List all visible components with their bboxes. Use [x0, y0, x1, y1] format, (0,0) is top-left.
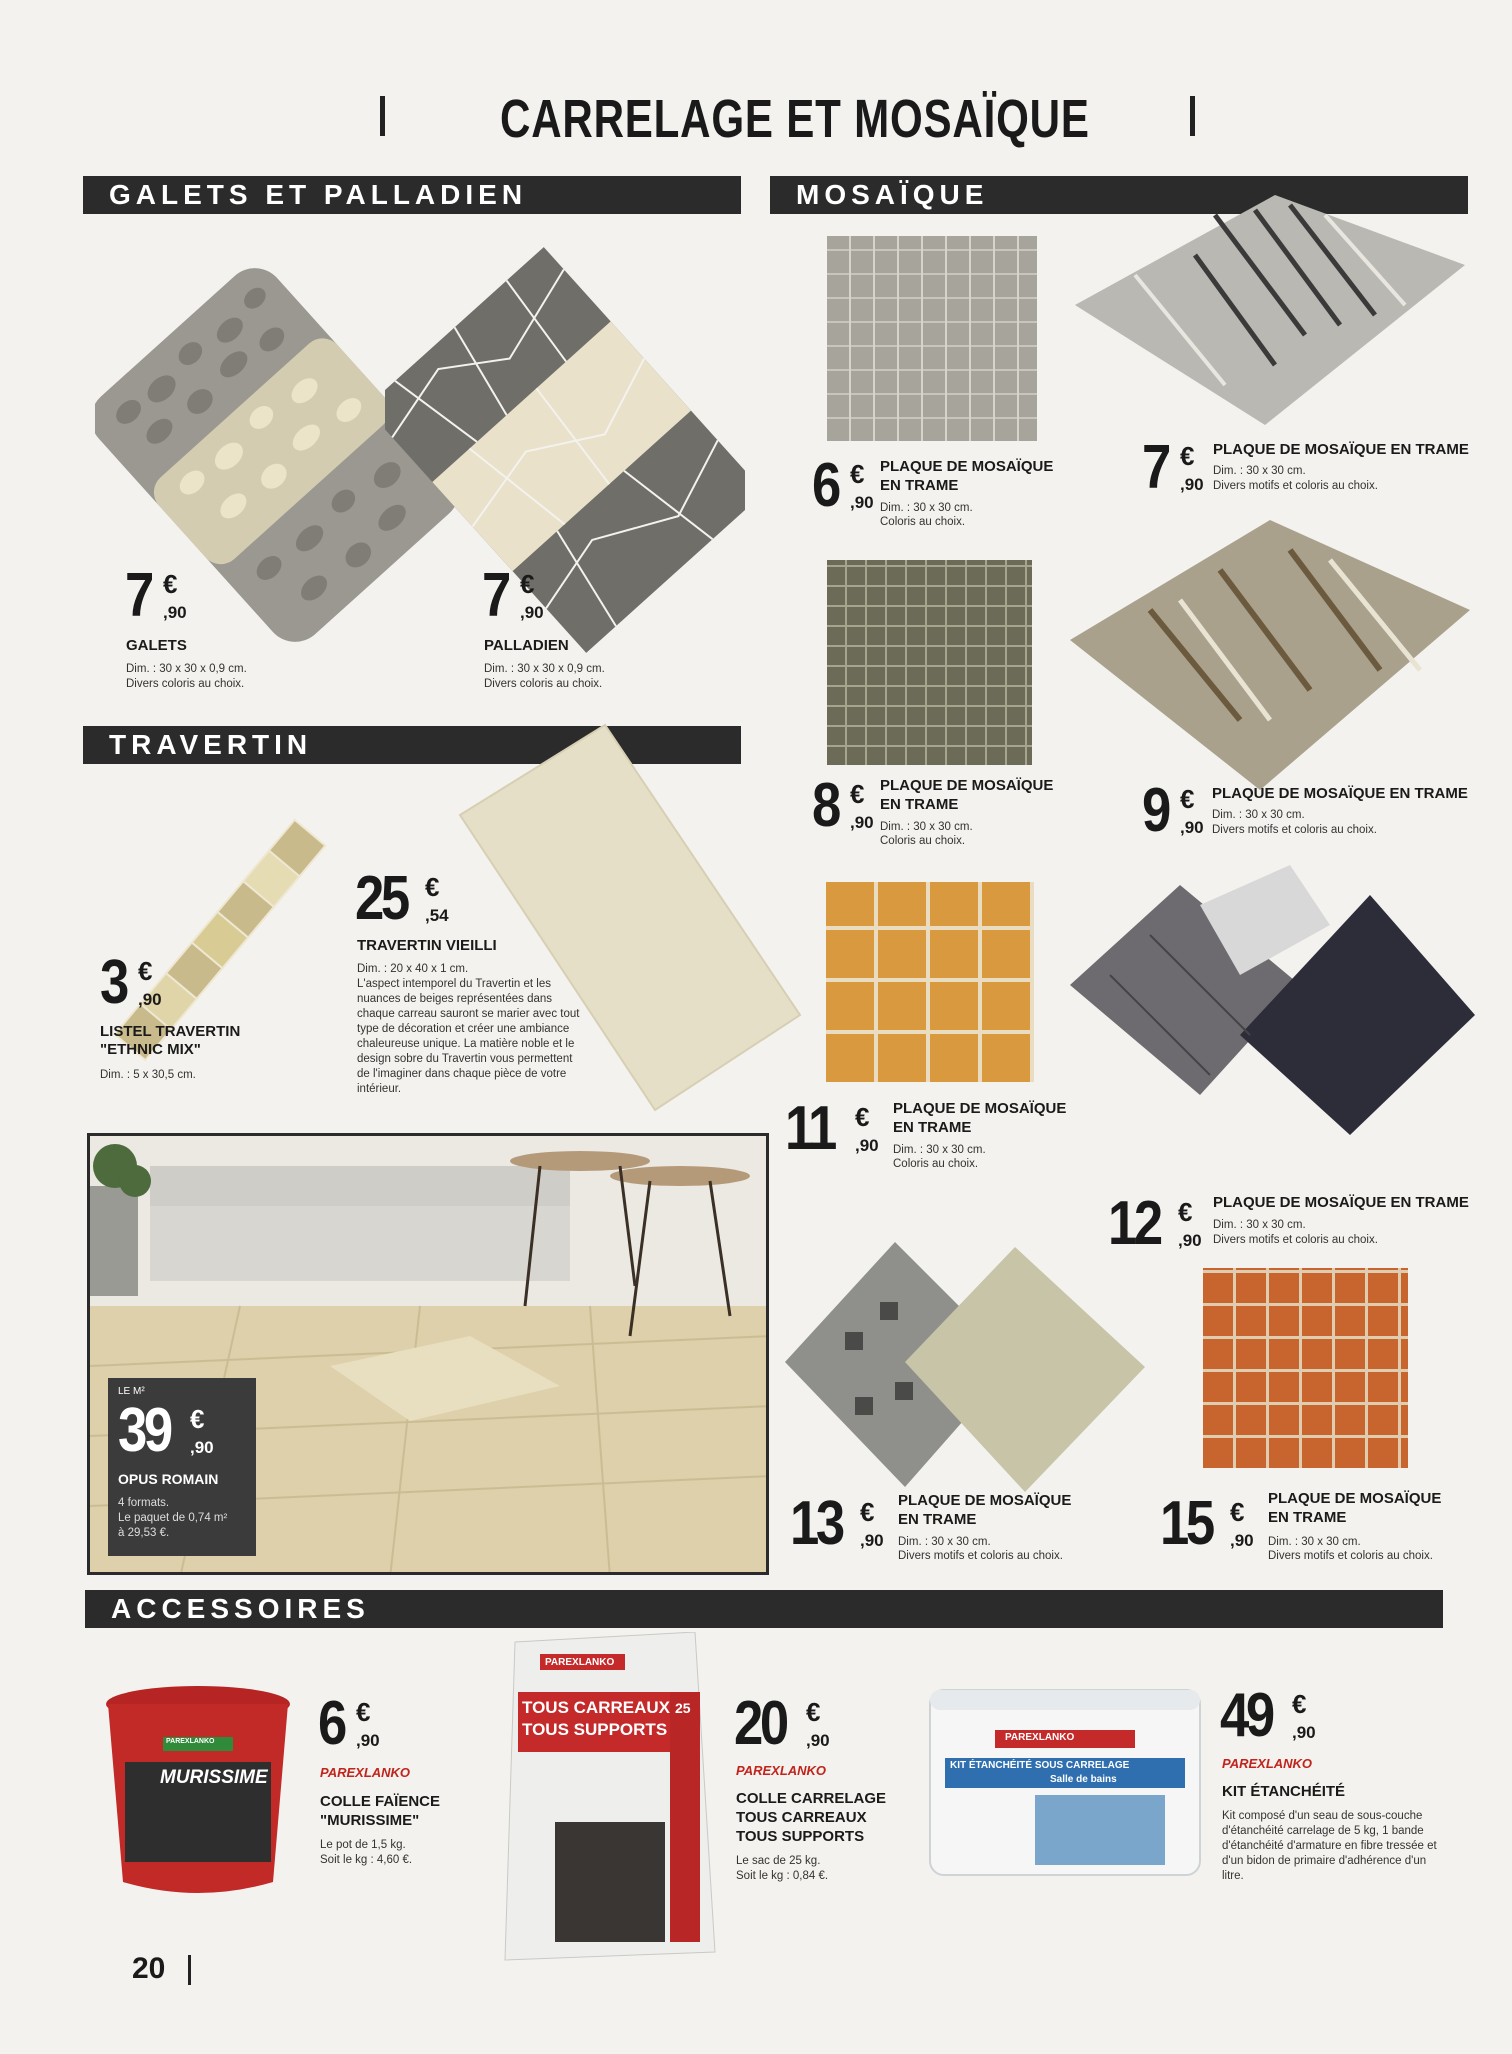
name-m15-2: EN TRAME — [1268, 1509, 1347, 1526]
desc-m8-2: Coloris au choix. — [880, 835, 966, 847]
name-listel-2: "ETHNIC MIX" — [100, 1041, 201, 1058]
name-m13-1: PLAQUE DE MOSAÏQUE — [898, 1492, 1072, 1509]
desc-m6-2: Coloris au choix. — [880, 516, 966, 528]
murissime-bucket-image — [103, 1682, 293, 1902]
brand-murissime: PAREXLANKO — [320, 1765, 411, 1780]
page-title: CARRELAGE ET MOSAÏQUE — [500, 89, 1090, 149]
brand-kit: PAREXLANKO — [1222, 1756, 1313, 1771]
name-m13-2: EN TRAME — [898, 1511, 977, 1528]
name-m11-2: EN TRAME — [893, 1119, 972, 1136]
desc-m13-1: Dim. : 30 x 30 cm. — [898, 1536, 991, 1548]
palladien-image — [385, 215, 745, 685]
desc-galets-1: Dim. : 30 x 30 x 0,9 cm. — [126, 663, 247, 675]
bag-weight: 25 — [675, 1700, 691, 1716]
desc-listel: Dim. : 5 x 30,5 cm. — [100, 1069, 196, 1081]
name-murissime-2: "MURISSIME" — [320, 1812, 420, 1829]
section-travertin: TRAVERTIN — [83, 726, 741, 764]
price-palladien: 7 € ,90 — [482, 561, 544, 630]
desc-m9-2: Divers motifs et coloris au choix. — [1212, 824, 1377, 836]
mosaic-12-image — [1070, 865, 1475, 1170]
desc-galets-2: Divers coloris au choix. — [126, 678, 245, 690]
name-m8-2: EN TRAME — [880, 796, 959, 813]
price-m6: 6 € ,90 — [812, 451, 874, 520]
name-murissime-1: COLLE FAÏENCE — [320, 1793, 441, 1810]
kit-sub: Salle de bains — [1050, 1774, 1117, 1785]
price-m12: 12 € ,90 — [1108, 1189, 1202, 1258]
name-m15-1: PLAQUE DE MOSAÏQUE — [1268, 1490, 1442, 1507]
section-accessoires: ACCESSOIRES — [85, 1590, 1443, 1628]
desc-colle-1: Le sac de 25 kg. — [736, 1855, 821, 1867]
kit-brand: PAREXLANKO — [1005, 1732, 1075, 1743]
mosaic-8-image — [827, 560, 1032, 765]
price-galets: 7 € ,90 — [125, 561, 187, 630]
desc-travertin-1: Dim. : 20 x 40 x 1 cm. — [357, 963, 469, 975]
price-m8: 8 € ,90 — [812, 771, 874, 840]
desc-murissime-2: Soit le kg : 4,60 €. — [320, 1854, 413, 1866]
desc-m15-2: Divers motifs et coloris au choix. — [1268, 1550, 1433, 1562]
desc-murissime-1: Le pot de 1,5 kg. — [320, 1839, 406, 1851]
desc-palladien-2: Divers coloris au choix. — [484, 678, 603, 690]
name-colle-1: COLLE CARRELAGE — [736, 1790, 886, 1807]
desc-opus-3: à 29,53 €. — [118, 1527, 170, 1539]
bag-line-2: TOUS SUPPORTS — [522, 1720, 668, 1739]
desc-kit: Kit composé d'un seau de sous-couche d'étanchéité carrelage de 5 kg, 1 bande d'étanchéité d'armature en fibre tressée et d'un bidon de primaire d'adhérence d'un litre. — [1222, 1810, 1437, 1882]
price-m11: 11 € ,90 — [785, 1094, 879, 1163]
section-mosaique: MOSAÏQUE — [770, 176, 1468, 214]
section-galets: GALETS ET PALLADIEN — [83, 176, 741, 214]
desc-m13-2: Divers motifs et coloris au choix. — [898, 1550, 1063, 1562]
price-kit: 49 € ,90 — [1220, 1681, 1316, 1750]
price-travertin: 25 € ,54 — [355, 864, 449, 933]
desc-m12-2: Divers motifs et coloris au choix. — [1213, 1234, 1378, 1246]
name-m9: PLAQUE DE MOSAÏQUE EN TRAME — [1212, 785, 1468, 802]
price-m9: 9 € ,90 — [1142, 776, 1204, 845]
mosaic-9-image — [1070, 520, 1470, 790]
page-number: 20 — [132, 1952, 166, 1985]
kit-title: KIT ÉTANCHÉITÉ SOUS CARRELAGE — [950, 1760, 1130, 1771]
bag-line-1: TOUS CARREAUX — [522, 1698, 670, 1717]
mosaic-6-image — [827, 236, 1037, 441]
title-bar-right — [1190, 96, 1195, 136]
bucket-brand: PAREXLANKO — [166, 1738, 215, 1745]
desc-m15-1: Dim. : 30 x 30 cm. — [1268, 1536, 1361, 1548]
desc-m11-1: Dim. : 30 x 30 cm. — [893, 1144, 986, 1156]
mosaic-15-image — [1203, 1268, 1408, 1468]
opus-label-box — [108, 1378, 256, 1556]
desc-m7-1: Dim. : 30 x 30 cm. — [1213, 465, 1306, 477]
price-m15: 15 € ,90 — [1160, 1489, 1254, 1558]
bag-brand: PAREXLANKO — [545, 1657, 615, 1668]
desc-colle-2: Soit le kg : 0,84 €. — [736, 1870, 829, 1882]
desc-m9-1: Dim. : 30 x 30 cm. — [1212, 809, 1305, 821]
opus-unit: LE M² — [118, 1386, 145, 1397]
name-travertin: TRAVERTIN VIEILLI — [357, 937, 497, 954]
name-m7: PLAQUE DE MOSAÏQUE EN TRAME — [1213, 441, 1469, 458]
page-number-bar — [188, 1955, 191, 1985]
name-colle-3: TOUS SUPPORTS — [736, 1828, 865, 1845]
name-m11-1: PLAQUE DE MOSAÏQUE — [893, 1100, 1067, 1117]
mosaic-13-image — [785, 1222, 1145, 1492]
desc-palladien-1: Dim. : 30 x 30 x 0,9 cm. — [484, 663, 605, 675]
name-m8-1: PLAQUE DE MOSAÏQUE — [880, 777, 1054, 794]
desc-opus-2: Le paquet de 0,74 m² — [118, 1512, 228, 1524]
name-galets: GALETS — [126, 637, 187, 654]
price-murissime: 6 € ,90 — [318, 1689, 380, 1758]
name-opus: OPUS ROMAIN — [118, 1471, 219, 1487]
desc-opus-1: 4 formats. — [118, 1497, 170, 1509]
price-m7: 7 € ,90 — [1142, 433, 1204, 502]
name-colle-2: TOUS CARREAUX — [736, 1809, 867, 1826]
brand-colle: PAREXLANKO — [736, 1763, 827, 1778]
price-listel: 3 € ,90 — [100, 948, 162, 1017]
name-listel-1: LISTEL TRAVERTIN — [100, 1023, 241, 1040]
desc-m12-1: Dim. : 30 x 30 cm. — [1213, 1219, 1306, 1231]
colle-bag-image — [500, 1632, 718, 1962]
desc-travertin-2: L'aspect intemporel du Travertin et les nuances de beiges représentées dans chaque carreau sauront se marier avec tout type de décoration et créer une ambiance chaleureuse unique. La matière noble et le design sobre du Travertin vous permettent de l'imaginer dans chaque pièce de votre intérieur. — [357, 978, 580, 1095]
mosaic-11-image — [826, 882, 1034, 1082]
name-kit: KIT ÉTANCHÉITÉ — [1222, 1783, 1346, 1800]
price-opus: 39 € ,90 — [118, 1396, 214, 1465]
price-colle: 20 € ,90 — [734, 1689, 830, 1758]
name-palladien: PALLADIEN — [484, 637, 569, 654]
desc-m7-2: Divers motifs et coloris au choix. — [1213, 480, 1378, 492]
name-m6-1: PLAQUE DE MOSAÏQUE — [880, 458, 1054, 475]
bucket-name: MURISSIME — [160, 1767, 268, 1788]
price-m13: 13 € ,90 — [790, 1489, 884, 1558]
desc-m11-2: Coloris au choix. — [893, 1158, 979, 1170]
title-bar-left — [380, 96, 385, 136]
mosaic-7-image — [1075, 195, 1465, 425]
desc-m8-1: Dim. : 30 x 30 cm. — [880, 821, 973, 833]
name-m6-2: EN TRAME — [880, 477, 959, 494]
desc-m6-1: Dim. : 30 x 30 cm. — [880, 502, 973, 514]
name-m12: PLAQUE DE MOSAÏQUE EN TRAME — [1213, 1194, 1469, 1211]
